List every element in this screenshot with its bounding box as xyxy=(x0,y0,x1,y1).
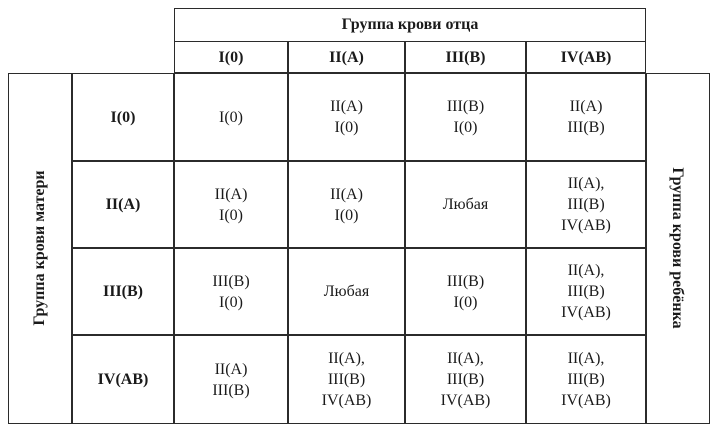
table-cell xyxy=(405,73,526,161)
cell-line: III(B) xyxy=(567,371,605,388)
cell-line: III(B) xyxy=(327,371,366,388)
table-cell xyxy=(526,335,646,424)
cell-line: II(A) xyxy=(569,98,603,115)
cell-line: III(B) xyxy=(567,196,605,213)
column-header xyxy=(526,41,646,73)
table-cell xyxy=(288,248,405,335)
cell-line: II(A), xyxy=(567,175,605,192)
cell-line: I(0) xyxy=(453,293,478,311)
cell-line: I(0) xyxy=(219,293,243,311)
cell-line: I(0) xyxy=(219,108,243,126)
cell-line: II(A), xyxy=(328,350,365,367)
table-cell xyxy=(405,161,526,248)
cell-line: Любая xyxy=(442,196,489,213)
cell-line: II(A) xyxy=(214,360,248,378)
cell-line: IV(AB) xyxy=(440,392,491,409)
cell-line: I(0) xyxy=(219,206,243,224)
table-cell xyxy=(174,73,288,161)
row-header xyxy=(72,248,174,335)
cell-line: III(B) xyxy=(567,283,605,300)
table-cell xyxy=(405,248,526,335)
cell-line: III(B) xyxy=(212,381,250,399)
table-cell xyxy=(288,335,405,424)
cell-line: II(A) xyxy=(214,185,248,203)
cell-line: III(B) xyxy=(446,272,485,290)
column-header-label: IV(AB) xyxy=(560,48,612,66)
column-header-label: III(B) xyxy=(445,48,486,66)
cell-line: IV(AB) xyxy=(561,217,611,234)
cell-line: IV(AB) xyxy=(561,392,611,409)
table-cell xyxy=(526,161,646,248)
column-header xyxy=(174,41,288,73)
table-cell xyxy=(174,161,288,248)
cell-line: II(A), xyxy=(447,350,484,367)
cell-line: III(B) xyxy=(212,272,250,290)
row-header xyxy=(72,161,174,248)
cell-line: II(A) xyxy=(330,98,363,115)
row-header-label: II(A) xyxy=(105,196,141,213)
cell-line: II(A), xyxy=(567,350,605,367)
row-header-label: I(0) xyxy=(110,108,136,126)
column-header-label: I(0) xyxy=(218,48,244,66)
cell-line: II(A), xyxy=(567,262,605,279)
cell-line: I(0) xyxy=(334,119,359,136)
cell-line: I(0) xyxy=(334,206,359,224)
column-header xyxy=(405,41,526,73)
cell-line: III(B) xyxy=(446,98,485,115)
row-header-label: IV(AB) xyxy=(97,371,149,388)
mother-group-title: Группа крови матери xyxy=(31,170,48,326)
cell-line: III(B) xyxy=(567,119,605,136)
table-cell xyxy=(288,161,405,248)
father-group-title: Группа крови отца xyxy=(341,16,479,33)
cell-line: I(0) xyxy=(453,119,478,136)
row-header xyxy=(72,73,174,161)
table-cell xyxy=(288,73,405,161)
cell-line: IV(AB) xyxy=(321,392,372,409)
column-header xyxy=(288,41,405,73)
cell-line: Любая xyxy=(323,283,370,300)
row-header-label: III(B) xyxy=(102,283,143,300)
table-cell xyxy=(174,335,288,424)
table-cell xyxy=(405,335,526,424)
table-cell xyxy=(526,73,646,161)
row-header xyxy=(72,335,174,424)
table-cell xyxy=(174,248,288,335)
cell-line: III(B) xyxy=(446,371,485,388)
column-header-label: II(A) xyxy=(329,48,364,66)
cell-line: IV(AB) xyxy=(561,304,611,321)
cell-line: II(A) xyxy=(330,185,363,203)
table-cell xyxy=(526,248,646,335)
child-group-title: Группа крови ребёнка xyxy=(669,167,686,329)
